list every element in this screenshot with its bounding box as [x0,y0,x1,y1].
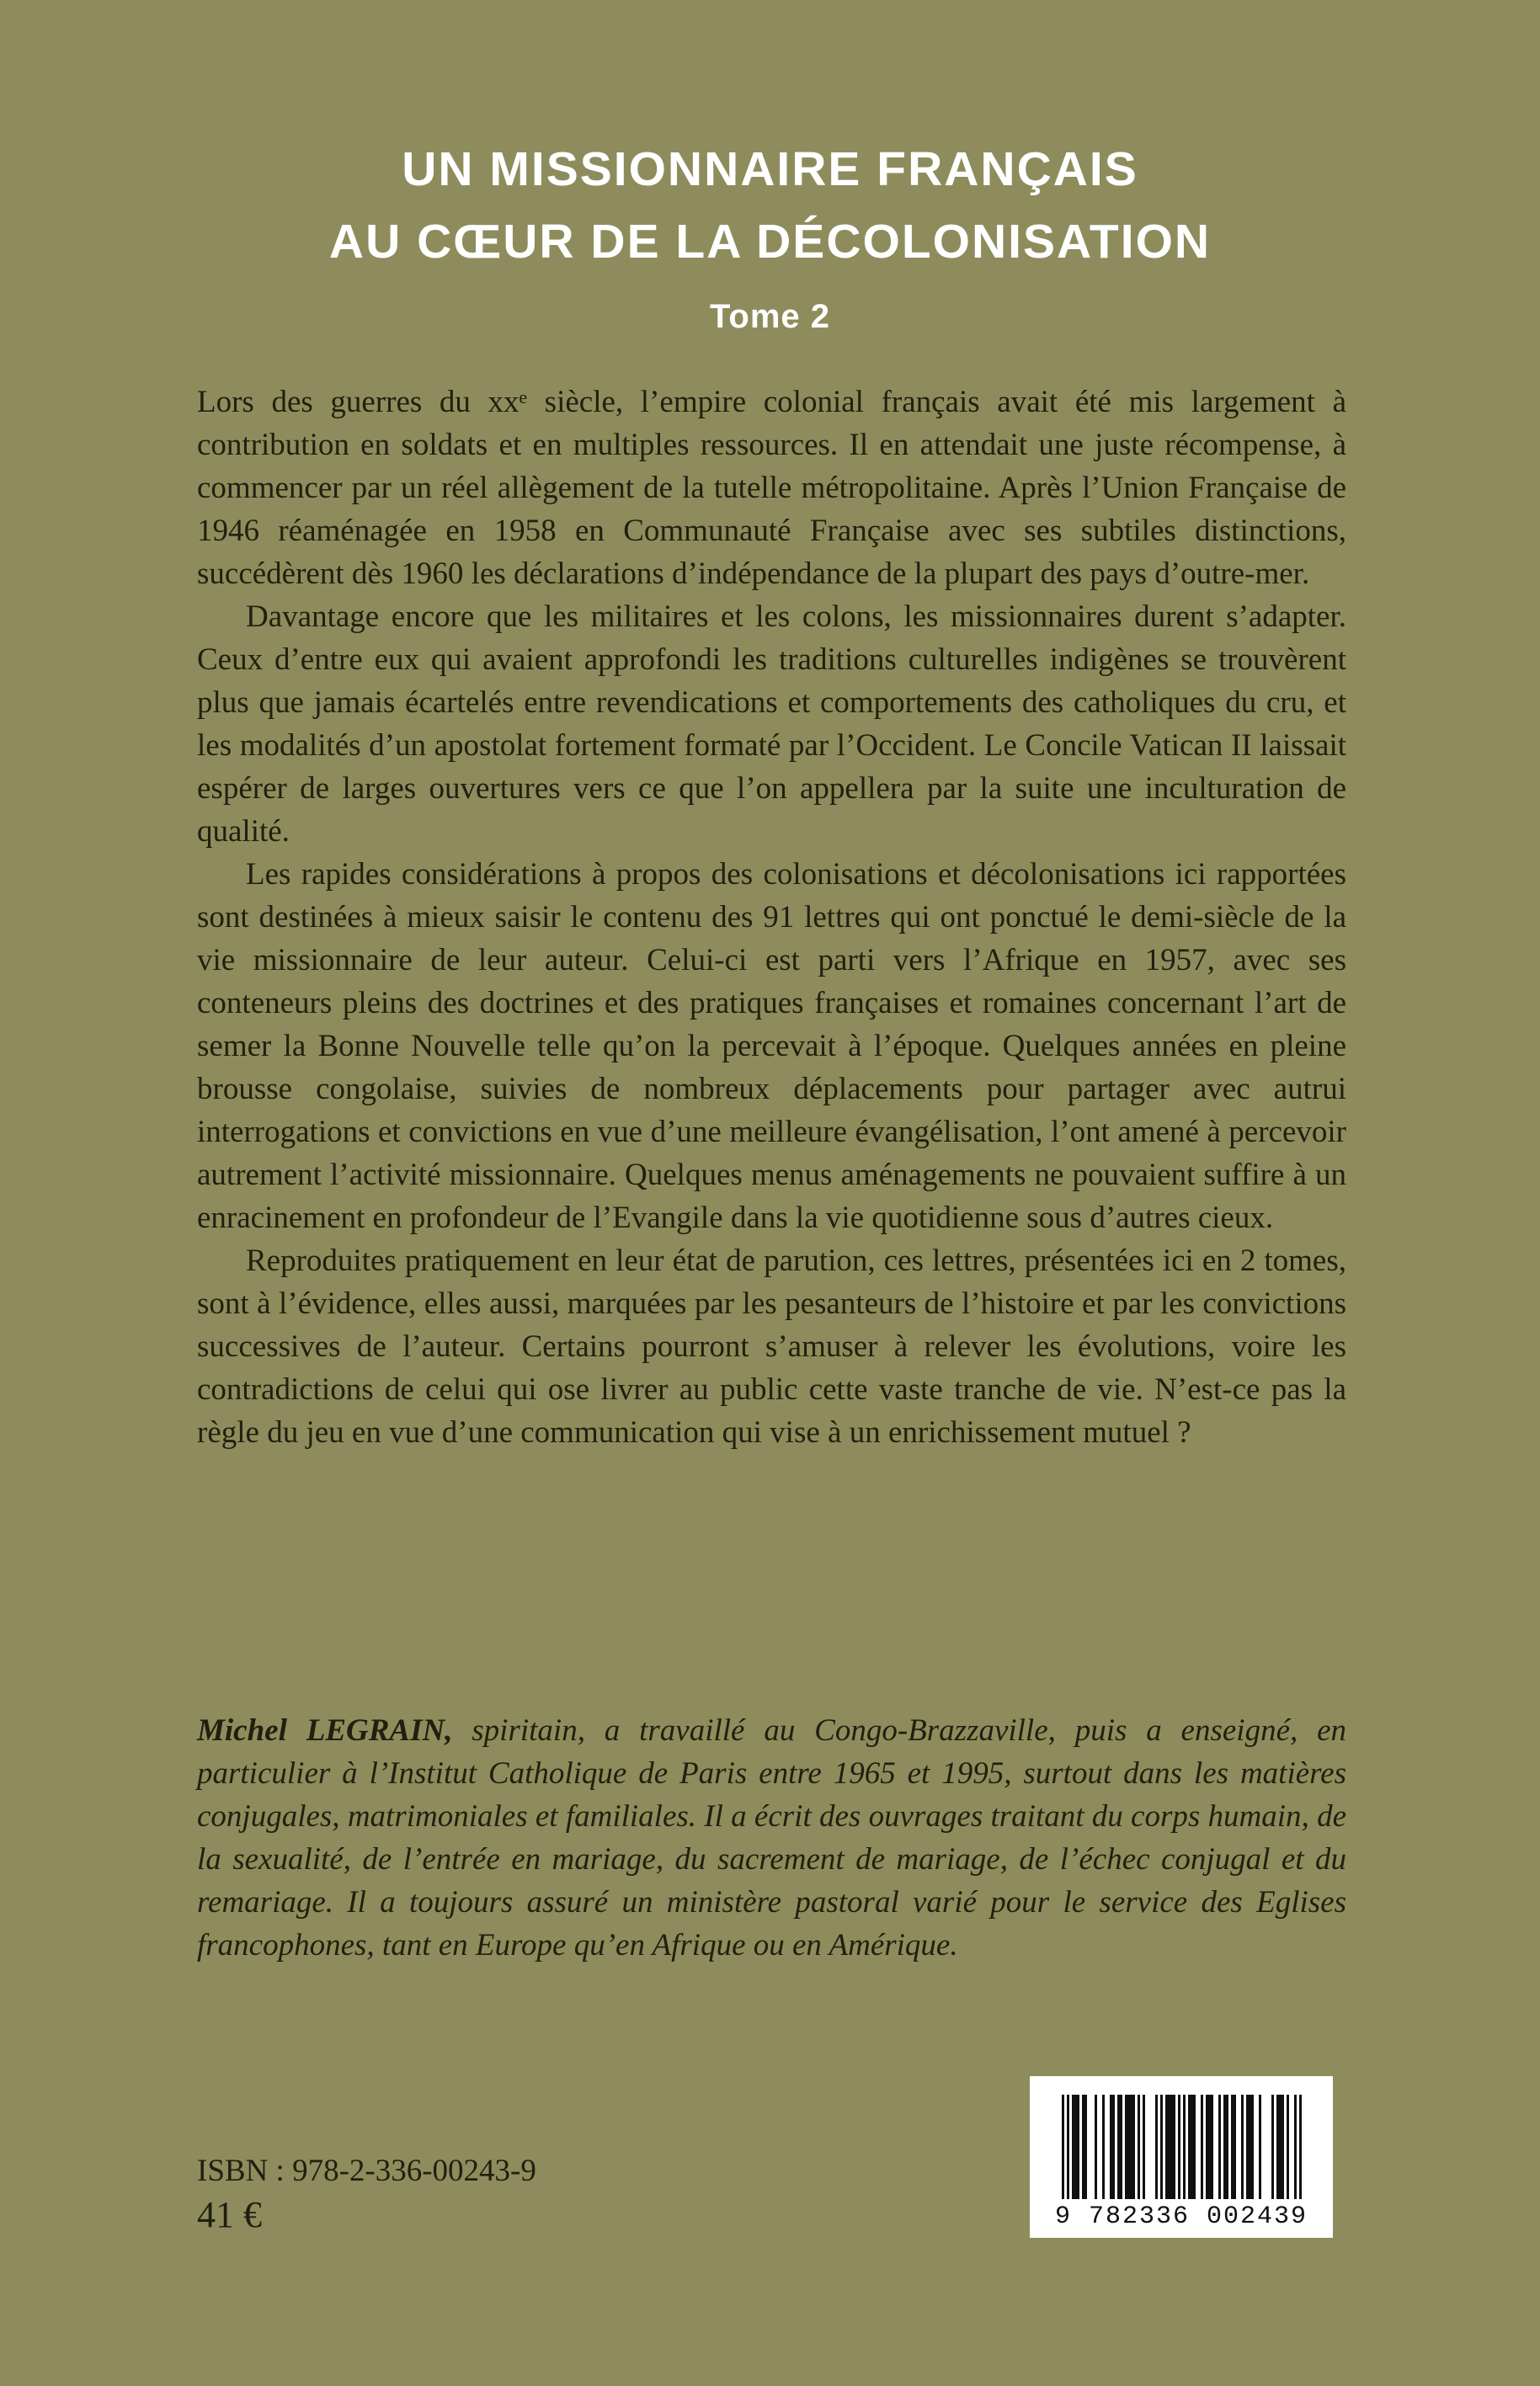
subtitle-tome: Tome 2 [709,298,831,335]
paragraph-1: Lors des guerres du xxᵉ siècle, l’empire colonial français avait été mis largement à contribution en soldats et en multiples ressources. Il en attendait une juste récompense, à commencer par un réel allègement de la tutelle métropolitaine. Après l’Union Française de 1946 réaménagée en 1958 en Communauté Française avec ses subtiles distinctions, succédèrent dès 1960 les déclarations d’indépendance de la plupart des pays d’outre-mer. [197,385,1346,591]
title-line-2: AU CŒUR DE LA DÉCOLONISATION [328,215,1212,269]
title-block [0,133,1540,337]
price-text: 41 € [197,2194,262,2235]
barcode [1030,2076,1333,2238]
paragraph-2: Davantage encore que les militaires et les colons, les missionnaires durent s’adapter. Ceux d’entre eux qui avaient approfondi les traditions culturelles indigènes se trouvèrent plus que jamais écartelés entre revendications et comportements des catholiques du cru, et les modalités d’un apostolat fortement formaté par l’Occident. Le Concile Vatican II laissait espérer de larges ouvertures vers ce que l’on appellera par la suite une inculturation de qualité. [197,599,1346,849]
author-bio-text: spiritain, a travaillé au Congo-Brazzaville, puis a enseigné, en particulier à l’Institut Catholique de Paris entre 1965 et 1995, surtout dans les matières conjugales, matrimoniales et familiales. Il a écrit des ouvrages traitant du corps humain, de la sexualité, de l’entrée en mariage, du sacrement de mariage, de l’échec conjugal et du remariage. Il a toujours assuré un ministère pastoral varié pour le service des Eglises francophones, tant en Europe qu’en Afrique ou en Amérique. [197,1713,1347,1963]
barcode-bars [1062,2095,1302,2199]
author-name: Michel LEGRAIN, [197,1713,453,1748]
back-cover-text [197,381,1346,1454]
author-bio [197,1709,1346,1967]
paragraph-3: Les rapides considérations à propos des colonisations et décolonisations ici rapportées sont destinées à mieux saisir le contenu des 91 lettres qui ont ponctué le demi-siècle de la vie missionnaire de leur auteur. Celui-ci est parti vers l’Afrique en 1957, avec ses conteneurs pleins des doctrines et des pratiques françaises et romaines concernant l’art de semer la Bonne Nouvelle telle qu’on la percevait à l’époque. Quelques années en pleine brousse congolaise, suivies de nombreux déplacements pour partager avec autrui interrogations et convictions en vue d’une meilleure évangélisation, l’ont amené à percevoir autrement l’activité missionnaire. Quelques menus aménagements ne pouvaient suffire à un enracinement en profondeur de l’Evangile dans la vie quotidienne sous d’autres cieux. [197,857,1346,1235]
barcode-digits: 9 782336 002439 [1054,2202,1308,2231]
title-line-1: UN MISSIONNAIRE FRANÇAIS [402,142,1138,196]
paragraph-4: Reproduites pratiquement en leur état de parution, ces lettres, présentées ici en 2 tomes, sont à l’évidence, elles aussi, marquées par les pesanteurs de l’histoire et par les convictions successives de l’auteur. Certains pourront s’amuser à relever les évolutions, voire les contradictions de celui qui ose livrer au public cette vaste tranche de vie. N’est-ce pas la règle du jeu en vue d’une communication qui vise à un enrichissement mutuel ? [197,1244,1346,1450]
isbn-text: ISBN : 978-2-336-00243-9 [197,2154,536,2188]
